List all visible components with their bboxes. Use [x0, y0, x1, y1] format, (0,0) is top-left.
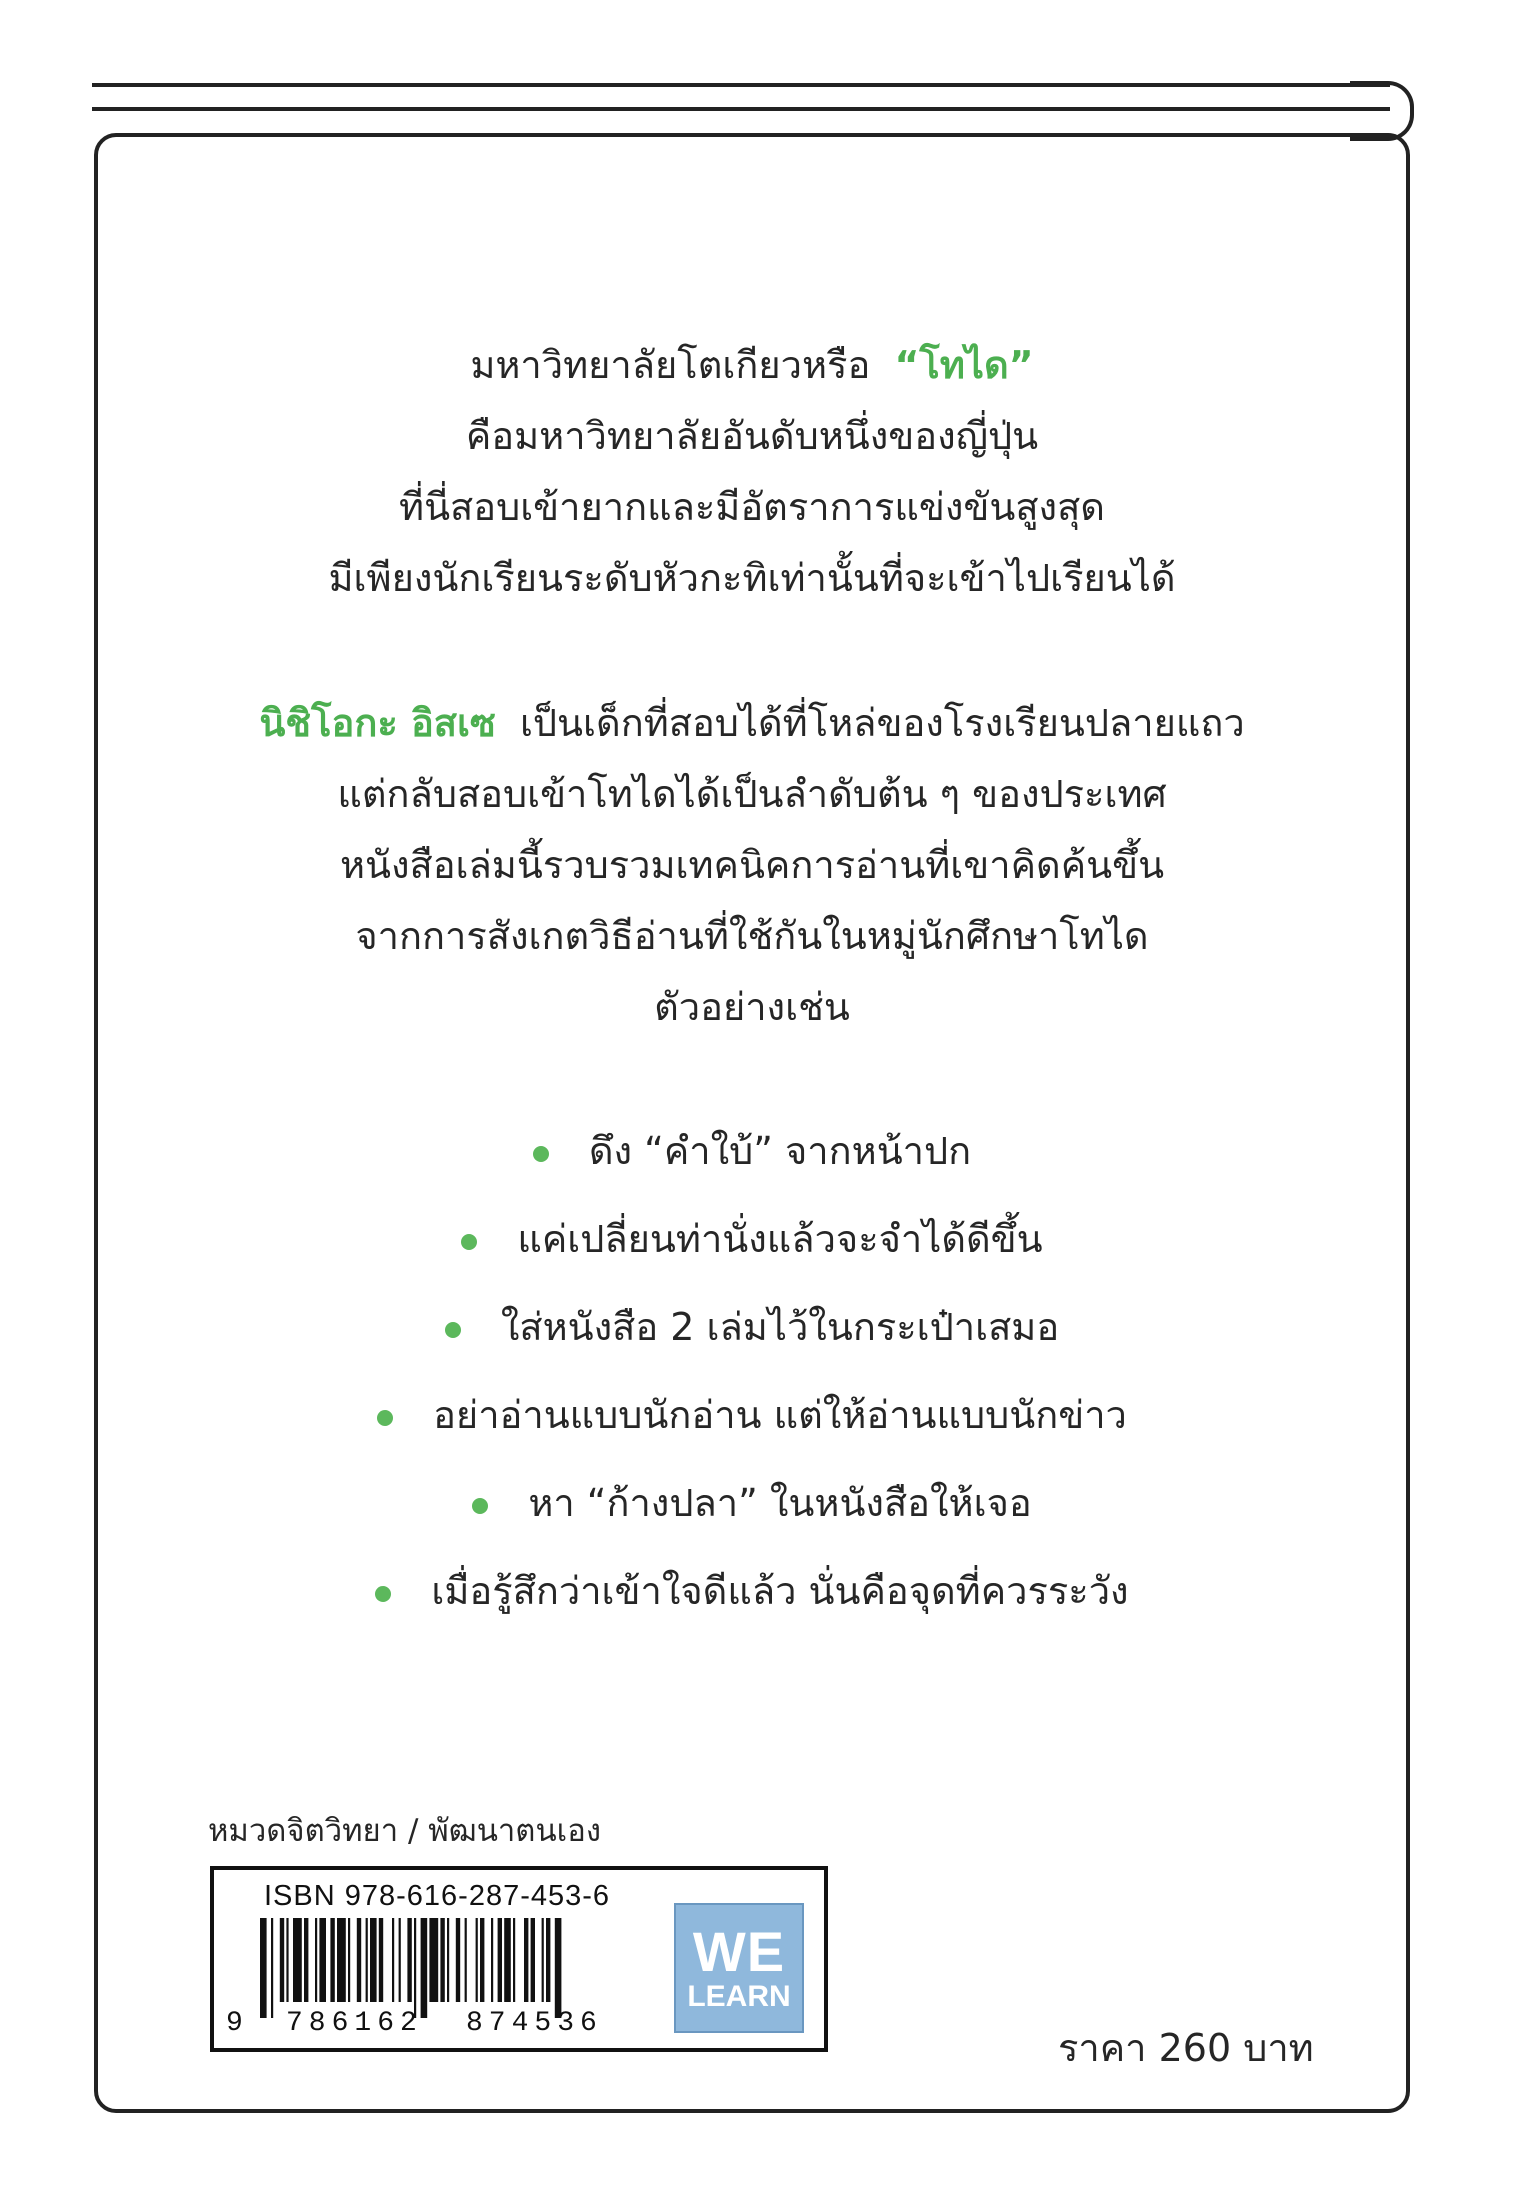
we-learn-logo	[674, 1903, 804, 2033]
barcode-bar	[260, 1918, 267, 2018]
intro-line-1	[94, 330, 1410, 401]
barcode-bar	[555, 1918, 562, 2018]
barcode-bar	[542, 1918, 544, 2002]
list-item	[94, 1547, 1410, 1635]
logo-line-learn: LEARN	[687, 1980, 791, 2013]
barcode-bar	[421, 1918, 428, 2018]
author-line-1-text: เป็นเด็กที่สอบได้ที่โหล่ของโรงเรียนปลายแถว	[519, 701, 1245, 745]
barcode-bar	[440, 1918, 444, 2002]
intro-line-2: คือมหาวิทยาลัยอันดับหนึ่งของญี่ปุ่น	[465, 414, 1039, 458]
barcode-bar	[370, 1918, 377, 2002]
barcode-bar	[524, 1918, 528, 2002]
barcode-bar	[319, 1918, 326, 2002]
barcode-bar	[337, 1918, 346, 2002]
bullet-dot-icon	[377, 1410, 393, 1426]
barcode-bar	[513, 1918, 515, 2002]
barcode-bar	[491, 1918, 493, 2002]
author-paragraph	[94, 688, 1410, 1043]
barcode-digit-first: 9	[226, 2008, 243, 2039]
bullet-dot-icon	[375, 1586, 391, 1602]
barcode-bar	[304, 1918, 308, 2002]
list-item	[94, 1195, 1410, 1283]
barcode-bar	[271, 1918, 273, 2018]
list-item	[94, 1371, 1410, 1459]
author-line-1	[94, 688, 1410, 759]
barcode-bar	[465, 1918, 467, 2002]
barcode-bar	[531, 1918, 535, 2002]
barcode-bar	[330, 1918, 334, 2002]
barcode-bar	[414, 1918, 416, 2018]
barcode-bar	[476, 1918, 478, 2002]
list-item-text: ดึง “คำใบ้” จากหน้าปก	[588, 1129, 972, 1173]
list-item	[94, 1107, 1410, 1195]
barcode-bar	[504, 1918, 511, 2002]
barcode-bar	[280, 1918, 284, 2002]
list-item	[94, 1459, 1410, 1547]
list-item-text: ใส่หนังสือ 2 เล่มไว้ในกระเป๋าเสมอ	[500, 1305, 1060, 1349]
bullet-dot-icon	[533, 1146, 549, 1162]
barcode-bar	[480, 1918, 484, 2002]
intro-line-4: มีเพียงนักเรียนระดับหัวกะทิเท่านั้นที่จะเข้าไปเรียนได้	[328, 556, 1176, 600]
barcode-bar	[357, 1918, 361, 2002]
author-line-4: จากการสังเกตวิธีอ่านที่ใช้กันในหมู่นักศึกษาโทได	[355, 914, 1149, 958]
barcode-bar	[407, 1918, 411, 2002]
author-line-2: แต่กลับสอบเข้าโทไดได้เป็นลำดับต้น ๆ ของประเทศ	[337, 772, 1167, 816]
barcode-bar	[366, 1918, 368, 2002]
book-category: หมวดจิตวิทยา / พัฒนาตนเอง	[208, 1813, 601, 1849]
barcode-bar	[429, 1918, 438, 2002]
author-line-3: หนังสือเล่มนี้รวบรวมเทคนิคการอ่านที่เขาคิดค้นขึ้น	[339, 843, 1165, 887]
barcode-bar	[456, 1918, 460, 2002]
list-item-text: อย่าอ่านแบบนักอ่าน แต่ให้อ่านแบบนักข่าว	[433, 1393, 1127, 1437]
intro-line-1-text: มหาวิทยาลัยโตเกียวหรือ	[470, 343, 871, 387]
list-item-text: หา “ก้างปลา” ในหนังสือให้เจอ	[528, 1481, 1032, 1525]
barcode-bar	[293, 1918, 302, 2002]
barcode-bar	[399, 1918, 401, 2002]
bullet-dot-icon	[461, 1234, 477, 1250]
intro-paragraph	[94, 330, 1410, 614]
barcode-bar	[379, 1918, 383, 2002]
list-item-text: แค่เปลี่ยนท่านั่งแล้วจะจำได้ดีขึ้น	[517, 1217, 1043, 1261]
barcode-bar	[315, 1918, 317, 2002]
bullet-dot-icon	[472, 1498, 488, 1514]
tips-list	[94, 1107, 1410, 1635]
frame-top-cap	[1350, 81, 1414, 141]
barcode-bar	[348, 1918, 350, 2002]
isbn-label: ISBN 978-616-287-453-6	[264, 1880, 611, 1912]
price-label: ราคา 260 บาท	[1058, 2026, 1314, 2070]
bullet-dot-icon	[445, 1322, 461, 1338]
todai-highlight: “โทได”	[894, 343, 1034, 387]
author-name: นิชิโอกะ อิสเซ	[259, 701, 496, 745]
author-line-5: ตัวอย่างเช่น	[654, 985, 850, 1029]
intro-line-3: ที่นี่สอบเข้ายากและมีอัตราการแข่งขันสูงสุด	[399, 485, 1105, 529]
frame-top-line-outer	[92, 83, 1390, 87]
barcode-digits-left: 786162	[286, 2008, 423, 2039]
barcode-bar	[546, 1918, 550, 2002]
list-item	[94, 1283, 1410, 1371]
barcode-digits-right: 874536	[466, 2008, 603, 2039]
frame-top-line-inner	[92, 107, 1390, 111]
barcode-bar	[286, 1918, 288, 2002]
barcode-bar	[498, 1918, 502, 2002]
barcode-bar	[392, 1918, 394, 2002]
isbn-barcode-box	[210, 1866, 828, 2052]
list-item-text: เมื่อรู้สึกว่าเข้าใจดีแล้ว นั่นคือจุดที่ควรระวัง	[431, 1569, 1129, 1613]
barcode-bar	[447, 1918, 449, 2002]
logo-line-we: WE	[692, 1920, 786, 1983]
